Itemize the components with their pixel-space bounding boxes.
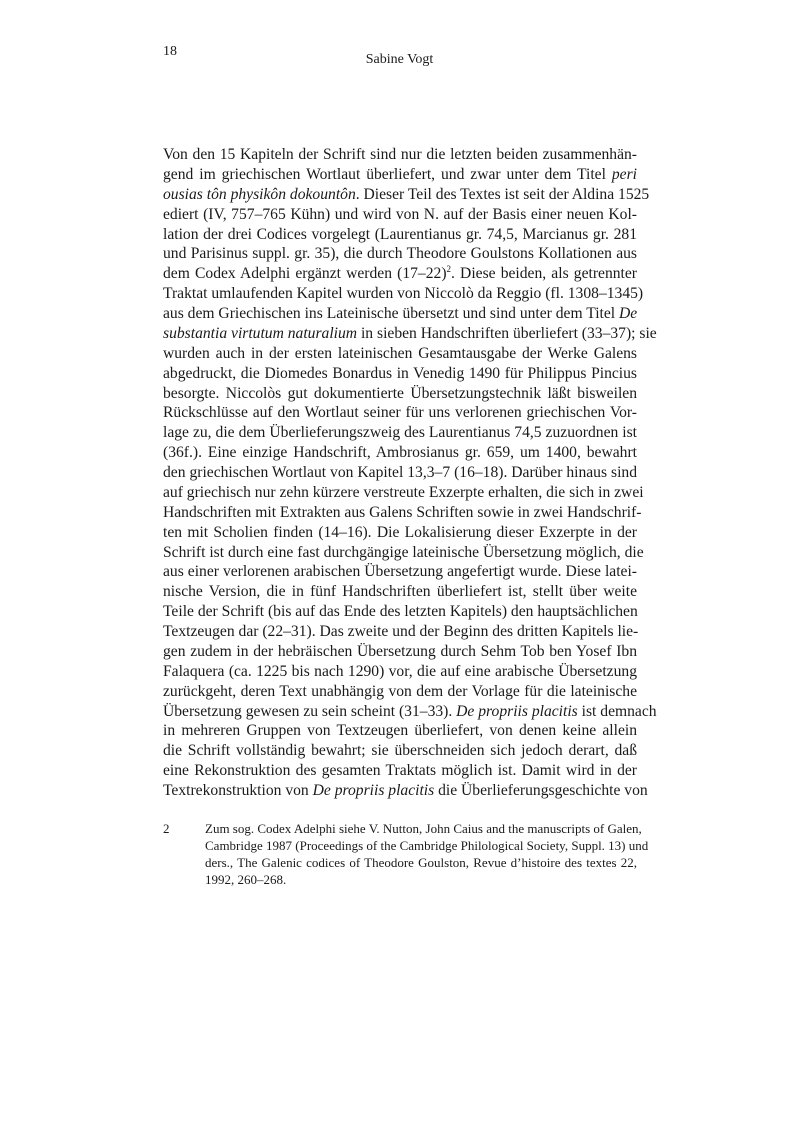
text-segment: gen zudem in der hebräischen Übersetzung durch Sehm Tob ben Yosef Ibn (163, 642, 637, 660)
text-line (163, 761, 637, 781)
footnote-line: ders., The Galenic codices of Theodore Goulston, Revue d’histoire des textes 22, (205, 855, 637, 870)
running-head: Sabine Vogt (365, 52, 434, 67)
text-segment: die Schrift vollständig bewahrt; sie überschneiden sich jedoch derart, daß (163, 742, 637, 760)
text-line (163, 741, 637, 761)
text-line (163, 463, 637, 483)
italic-title: De (619, 305, 638, 322)
text-segment: gend im griechischen Wortlaut überliefert, und zwar unter dem Titel (163, 165, 612, 183)
text-line (163, 602, 637, 622)
text-line (163, 225, 637, 245)
text-line (163, 264, 637, 284)
text-segment: in sieben Handschriften überliefert (33–37); sie (357, 324, 657, 342)
text-segment: Schrift ist durch eine fast durchgängige lateinische Übersetzung möglich, die (163, 543, 644, 561)
text-segment: Textrekonstruktion von (163, 782, 313, 799)
text-line (163, 284, 644, 304)
text-segment: Von den 15 Kapiteln der Schrift sind nur die letzten beiden zusammenhän- (163, 146, 637, 163)
text-line (163, 304, 637, 324)
text-line (163, 662, 637, 682)
text-segment: Textzeugen dar (22–31). Das zweite und der Beginn des dritten Kapitels lie- (163, 623, 639, 640)
text-line (163, 403, 637, 423)
footnote-text (205, 820, 649, 888)
text-segment: Falaquera (ca. 1225 bis nach 1290) vor, die auf eine arabische Übersetzung (163, 662, 637, 680)
text-segment: aus dem Griechischen ins Lateinische übersetzt und sind unter dem Titel (163, 305, 620, 322)
text-segment: Übersetzung gewesen zu sein scheint (31–33). (163, 702, 457, 720)
text-segment: lation der drei Codices vorgelegt (Laurentianus gr. 74,5, Marcianus gr. 281 (163, 225, 637, 243)
footnote-reference: 2 (446, 264, 452, 275)
text-segment: ediert (IV, 757–765 Kühn) und wird von N. auf der Basis einer neuen Kol- (163, 205, 637, 223)
text-segment: und Parisinus suppl. gr. 35), die durch Theodore Goulstons Kollationen aus (163, 245, 637, 263)
italic-title: De propriis placitis (312, 782, 435, 799)
text-segment: (36f.). Eine einzige Handschrift, Ambrosianus gr. 659, um 1400, bewahrt (163, 444, 637, 462)
text-segment: die Überlieferungsgeschichte von (434, 782, 648, 799)
text-segment: Traktat umlaufenden Kapitel wurden von Niccolò da Reggio (fl. 1308–1345) (163, 285, 644, 303)
text-segment: den griechischen Wortlaut von Kapitel 13,3–7 (16–18). Darüber hinaus sind (163, 464, 637, 481)
body-text (163, 145, 657, 801)
text-line (163, 185, 650, 205)
text-line (163, 622, 637, 642)
text-segment: ist demnach (577, 702, 657, 720)
text-line (163, 503, 642, 523)
text-segment: in mehreren Gruppen von Textzeugen überliefert, von denen keine allein (163, 722, 637, 740)
text-line (163, 205, 637, 225)
text-segment: zurückgeht, deren Text unabhängig von dem der Vorlage für die lateinische (163, 682, 637, 700)
text-line (163, 523, 637, 543)
italic-title: De propriis placitis (456, 702, 578, 720)
text-line (163, 423, 637, 443)
text-segment: aus einer verlorenen arabischen Übersetzung angefertigt wurde. Diese latei- (163, 563, 637, 581)
text-line (163, 165, 637, 185)
text-line (163, 721, 637, 741)
text-segment: ten mit Scholien finden (14–16). Die Lokalisierung dieser Exzerpte in der (163, 523, 637, 541)
text-line (163, 543, 644, 563)
text-segment: auf griechisch nur zehn kürzere verstreute Exzerpte erhalten, die sich in zwei (163, 483, 644, 501)
text-line (163, 682, 637, 702)
text-segment: dem Codex Adelphi ergänzt werden (17–22) (163, 265, 447, 283)
text-segment: Rückschlüsse auf den Wortlaut seiner für uns verlorenen griechischen Vor- (163, 404, 637, 422)
text-line (163, 562, 637, 582)
footnote-line: 1992, 260–268. (205, 872, 287, 887)
footnote-line: Zum sog. Codex Adelphi siehe V. Nutton, John Caius and the manuscripts of Galen, (205, 821, 642, 836)
text-line (163, 324, 657, 344)
text-segment: lage zu, die dem Überlieferungszweig des Laurentianus 74,5 zuzuordnen ist (163, 424, 637, 442)
text-line (163, 642, 637, 662)
italic-title: substantia virtutum naturalium (163, 324, 358, 342)
text-segment: abgedruckt, die Diomedes Bonardus in Venedig 1490 für Philippus Pincius (163, 364, 637, 382)
text-line (163, 344, 637, 364)
text-line (163, 582, 637, 602)
footnote-line: Cambridge 1987 (Proceedings of the Cambridge Philological Society, Suppl. 13) und (205, 838, 649, 853)
text-segment: wurden auch in der ersten lateinischen Gesamtausgabe der Werke Galens (163, 344, 637, 362)
italic-title: ousias tôn physikôn dokountôn (163, 185, 356, 203)
text-line (163, 364, 637, 384)
footnote-number: 2 (163, 821, 170, 836)
text-segment: Handschriften mit Extrakten aus Galens Schriften sowie in zwei Handschrif- (163, 503, 642, 521)
page-number: 18 (163, 44, 177, 59)
text-line (163, 483, 644, 503)
text-line (163, 702, 657, 722)
text-segment: Teile der Schrift (bis auf das Ende des letzten Kapitels) den hauptsächlichen (163, 603, 638, 621)
text-line (163, 781, 648, 801)
text-segment: . Dieser Teil des Textes ist seit der Aldina 1525 (355, 185, 650, 203)
text-segment: nische Version, die in fünf Handschriften überliefert ist, stellt über weite (163, 583, 637, 601)
text-line (163, 384, 637, 404)
text-line (163, 145, 637, 165)
text-segment: eine Rekonstruktion des gesamten Traktats möglich ist. Damit wird in der (163, 762, 637, 780)
text-segment: . Diese beiden, als getrennter (451, 265, 637, 283)
text-line (163, 443, 637, 463)
italic-title: peri (611, 165, 637, 183)
text-line (163, 244, 637, 264)
text-segment: besorgte. Niccolòs gut dokumentierte Übersetzungstechnik läßt bisweilen (163, 384, 637, 402)
